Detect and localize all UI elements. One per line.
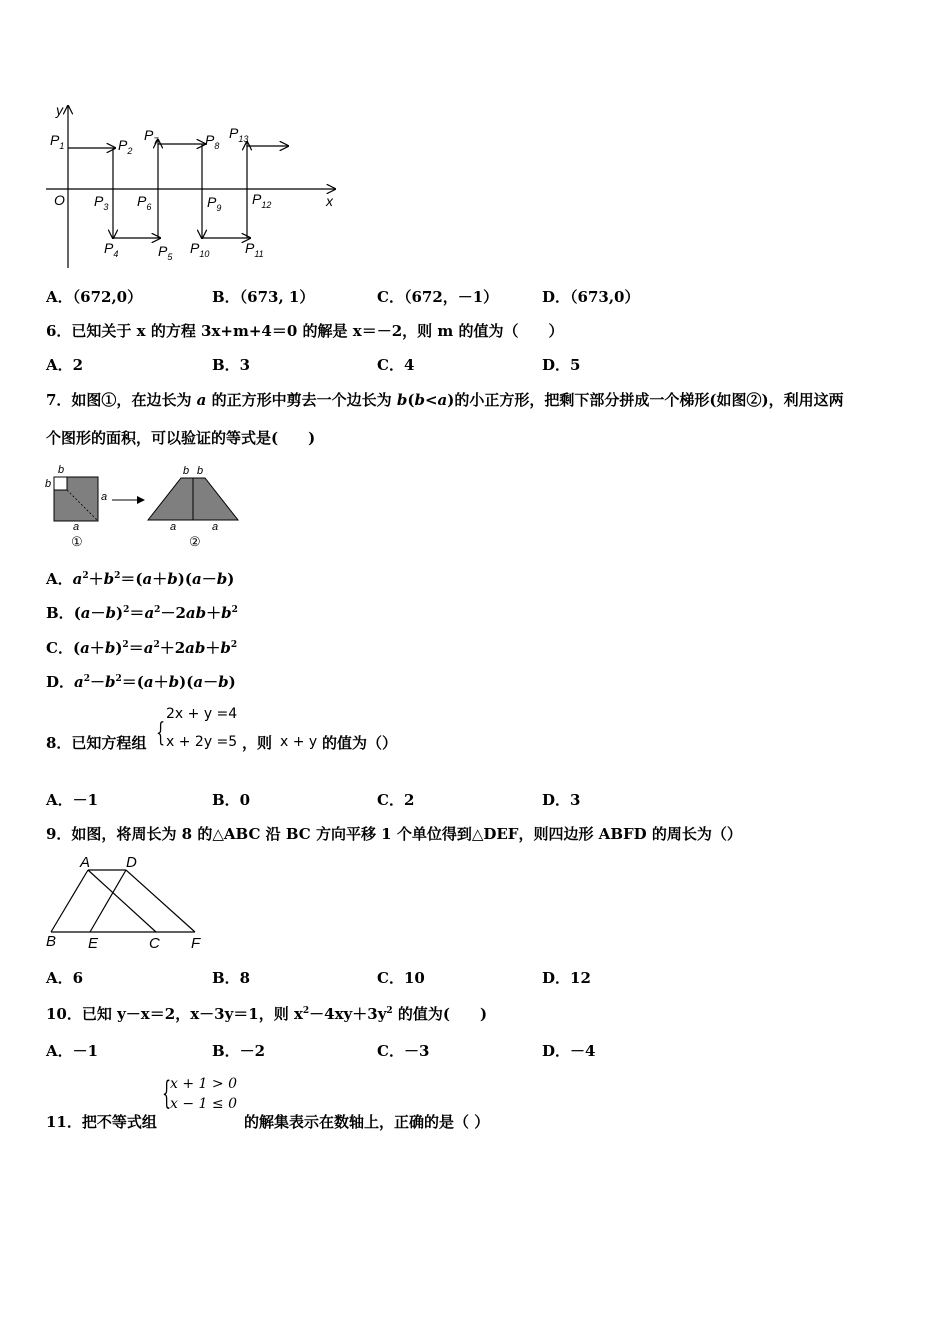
q8-option-d[interactable]: D．3: [542, 791, 581, 809]
svg-text:P6: $P_6$: [137, 193, 152, 212]
q8-option-b[interactable]: B．0: [212, 791, 251, 809]
q9-option-a[interactable]: A．6: [46, 969, 84, 987]
svg-text:F: F: [191, 935, 201, 952]
q8-stem-prefix: 8．已知方程组: [46, 734, 147, 752]
svg-text:A: A: [80, 854, 91, 871]
svg-text:P10: $P_{10}$: [190, 240, 210, 259]
svg-text:b: b: [45, 478, 52, 490]
svg-text:a: a: [170, 521, 177, 533]
svg-text:b: b: [58, 464, 65, 476]
svg-text:P9: $P_9$: [207, 194, 222, 213]
svg-text:C: C: [149, 935, 160, 952]
svg-text:P12: $P_{12}$: [252, 191, 272, 210]
svg-text:①: ①: [71, 534, 83, 549]
svg-text:P7: $P_7$: [144, 127, 159, 146]
triangle-translation-figure: [40, 852, 210, 954]
q10-option-b[interactable]: B．－2: [212, 1042, 266, 1060]
q10-option-d[interactable]: D．－4: [542, 1042, 596, 1060]
q11-inequality-1: x + 1 > 0: [170, 1076, 237, 1092]
q5-option-d[interactable]: D．（673,0）: [542, 288, 640, 306]
q7-option-c[interactable]: C．$(a+b)^2=a^2+2ab+b^2$: [46, 639, 238, 657]
q8-brace: {: [156, 718, 166, 748]
q8-stem-suffix: 的值为（）: [322, 734, 398, 752]
svg-text:a: a: [73, 521, 80, 533]
q10-stem: 10．已知 y－x＝2，x－3y＝1，则 $x^2-4xy+3y^2$ 的值为( ): [46, 1005, 488, 1023]
q9-option-d[interactable]: D．12: [542, 969, 591, 987]
q8-expression: x + y: [280, 734, 318, 750]
svg-text:P3: $P_3$: [94, 193, 109, 212]
svg-text:E: E: [88, 935, 99, 952]
q7-option-b[interactable]: B．$(a-b)^2=a^2-2ab+b^2$: [46, 604, 238, 622]
q6-option-b[interactable]: B．3: [212, 356, 251, 374]
q8-option-a[interactable]: A．－1: [46, 791, 99, 809]
svg-text:D: D: [126, 854, 137, 871]
q5-option-b[interactable]: B．（673, 1）: [212, 288, 315, 306]
svg-text:P5: $P_5$: [158, 243, 173, 262]
svg-text:P11: $P_{11}$: [245, 240, 264, 259]
y-label: y: [56, 102, 63, 118]
q9-option-c[interactable]: C．10: [377, 969, 425, 987]
svg-text:b: b: [197, 465, 204, 477]
q7-option-a[interactable]: A．$a^2+b^2=(a+b)(a-b)$: [46, 570, 235, 588]
svg-text:b: b: [183, 465, 190, 477]
svg-text:B: B: [46, 933, 57, 950]
q11-stem-prefix: 11．把不等式组: [46, 1113, 157, 1131]
svg-text:P2: $P_2$: [118, 137, 133, 156]
svg-text:P1: $P_1$: [50, 132, 65, 151]
q6-option-a[interactable]: A．2: [46, 356, 84, 374]
x-label: x: [326, 193, 333, 209]
q7-stem-line2: 个图形的面积，可以验证的等式是( ): [46, 429, 316, 447]
coordinate-path-figure: [40, 98, 350, 273]
q6-option-d[interactable]: D．5: [542, 356, 581, 374]
q7-stem-line1: 7．如图①，在边长为 a 的正方形中剪去一个边长为 b(b<a)的小正方形，把剩下部分拼成一个梯形(如图②)，利用这两: [46, 391, 844, 409]
svg-text:P13: $P_{13}$: [229, 125, 249, 144]
q6-stem: 6．已知关于 x 的方程 3x+m+4＝0 的解是 x＝－2，则 m 的值为（ ）: [46, 322, 564, 340]
q10-option-a[interactable]: A．－1: [46, 1042, 99, 1060]
svg-text:P8: $P_8$: [205, 132, 220, 151]
origin-label: O: [54, 192, 65, 208]
q9-option-b[interactable]: B．8: [212, 969, 251, 987]
q8-option-c[interactable]: C．2: [377, 791, 415, 809]
svg-text:②: ②: [189, 534, 201, 549]
svg-text:P4: $P_4$: [104, 240, 119, 259]
q7-option-d[interactable]: D．$a^2-b^2=(a+b)(a-b)$: [46, 673, 236, 691]
svg-text:a: a: [101, 491, 108, 503]
q5-option-a[interactable]: A．（672,0）: [46, 288, 143, 306]
q6-option-c[interactable]: C．4: [377, 356, 415, 374]
q8-stem-mid: ，则: [242, 734, 273, 752]
q5-option-c[interactable]: C．（672，－1）: [377, 288, 499, 306]
q11-brace: {: [162, 1074, 172, 1112]
q8-equation-2: x + 2y =5: [166, 734, 238, 750]
small-square: [54, 477, 67, 490]
q10-option-c[interactable]: C．－3: [377, 1042, 430, 1060]
q9-stem: 9．如图，将周长为 8 的△ABC 沿 BC 方向平移 1 个单位得到△DEF，则四边形 ABFD 的周长为（）: [46, 825, 742, 843]
square-trapezoid-figure: [40, 462, 250, 552]
svg-text:a: a: [212, 521, 219, 533]
q8-equation-1: 2x + y =4: [166, 706, 238, 722]
q11-stem-suffix: 的解集表示在数轴上，正确的是（ ）: [244, 1113, 490, 1131]
q11-inequality-2: x − 1 ≤ 0: [170, 1096, 237, 1112]
